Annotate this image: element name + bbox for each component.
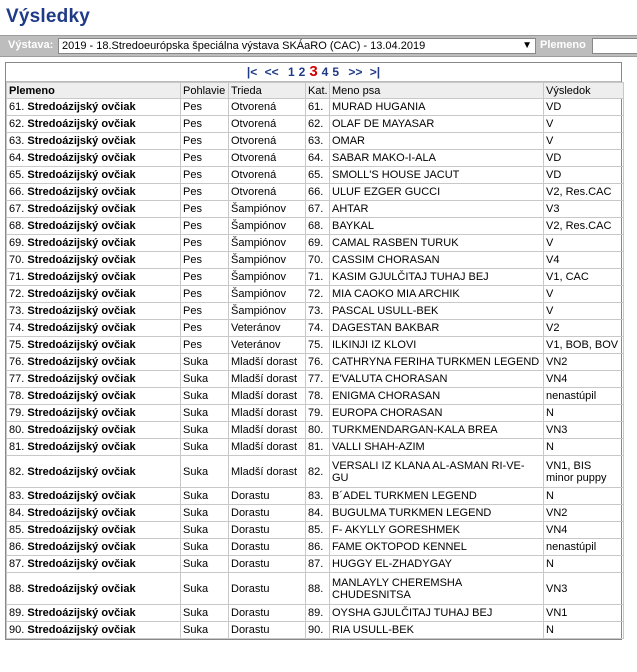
cell-dog: BAYKAL: [330, 218, 544, 235]
pager-next-link[interactable]: >>: [348, 65, 363, 79]
table-header-row: [7, 83, 624, 99]
cell-res: V: [544, 133, 624, 150]
breed-name: Stredoázijský ovčiak: [27, 203, 136, 215]
cell-dog: HUGGY EL-ZHADYGAY: [330, 556, 544, 573]
row-number: 64.: [9, 152, 25, 164]
cell-plemeno: [7, 218, 181, 235]
breed-name: Stredoázijský ovčiak: [27, 186, 136, 198]
cell-cls: Mladší dorast: [229, 354, 306, 371]
row-number: 80.: [9, 424, 25, 436]
cell-sex: Pes: [181, 201, 229, 218]
table-row: [7, 286, 624, 303]
table-row: [7, 337, 624, 354]
cell-kat: 78.: [306, 388, 330, 405]
row-number: 82.: [9, 465, 25, 478]
cell-cls: Šampiónov: [229, 252, 306, 269]
breed-name: Stredoázijský ovčiak: [27, 507, 136, 519]
cell-kat: 62.: [306, 116, 330, 133]
breed-name: Stredoázijský ovčiak: [27, 220, 136, 232]
breed-name: Stredoázijský ovčiak: [27, 237, 136, 249]
cell-dog: PASCAL USULL-BEK: [330, 303, 544, 320]
column-header-trieda: Trieda: [229, 83, 306, 99]
cell-dog: TURKMENDARGAN-KALA BREA: [330, 422, 544, 439]
cell-dog: CATHRYNA FERIHA TURKMEN LEGEND: [330, 354, 544, 371]
row-number: 90.: [9, 624, 25, 636]
pager-last-link[interactable]: >|: [369, 65, 381, 79]
cell-plemeno: [7, 116, 181, 133]
cell-plemeno: [7, 286, 181, 303]
cell-kat: 70.: [306, 252, 330, 269]
breed-name: Stredoázijský ovčiak: [27, 441, 136, 453]
cell-sex: Suka: [181, 405, 229, 422]
cell-kat: 76.: [306, 354, 330, 371]
row-number: 74.: [9, 322, 25, 334]
cell-sex: Suka: [181, 456, 229, 488]
cell-dog: B´ADEL TURKMEN LEGEND: [330, 488, 544, 505]
cell-kat: 68.: [306, 218, 330, 235]
cell-sex: Suka: [181, 439, 229, 456]
cell-dog: KASIM GJULČITAJ TUHAJ BEJ: [330, 269, 544, 286]
row-number: 71.: [9, 271, 25, 283]
cell-kat: 63.: [306, 133, 330, 150]
cell-dog: MIA CAOKO MIA ARCHIK: [330, 286, 544, 303]
row-number: 76.: [9, 356, 25, 368]
cell-kat: 86.: [306, 539, 330, 556]
cell-sex: Pes: [181, 133, 229, 150]
cell-sex: Suka: [181, 354, 229, 371]
row-number: 85.: [9, 524, 25, 536]
cell-sex: Pes: [181, 320, 229, 337]
cell-res: N: [544, 488, 624, 505]
cell-cls: Dorastu: [229, 573, 306, 605]
cell-kat: 69.: [306, 235, 330, 252]
cell-dog: SABAR MAKO-I-ALA: [330, 150, 544, 167]
breed-name: Stredoázijský ovčiak: [27, 254, 136, 266]
cell-res: V2, Res.CAC: [544, 184, 624, 201]
cell-res: V1, CAC: [544, 269, 624, 286]
breed-name: Stredoázijský ovčiak: [27, 424, 136, 436]
row-number: 83.: [9, 490, 25, 502]
table-row: [7, 488, 624, 505]
row-number: 87.: [9, 558, 25, 570]
cell-kat: 67.: [306, 201, 330, 218]
row-number: 84.: [9, 507, 25, 519]
cell-sex: Suka: [181, 539, 229, 556]
cell-plemeno: [7, 337, 181, 354]
cell-sex: Pes: [181, 99, 229, 116]
cell-cls: Otvorená: [229, 99, 306, 116]
breed-name: Stredoázijský ovčiak: [27, 135, 136, 147]
cell-plemeno: [7, 573, 181, 605]
table-row: [7, 235, 624, 252]
row-number: 67.: [9, 203, 25, 215]
breed-name: Stredoázijský ovčiak: [27, 607, 136, 619]
pager-prev-link[interactable]: <<: [264, 65, 279, 79]
breed-name: Stredoázijský ovčiak: [27, 356, 136, 368]
pager-page-link[interactable]: 1: [287, 65, 295, 79]
cell-plemeno: [7, 556, 181, 573]
cell-res: VN4: [544, 522, 624, 539]
cell-cls: Otvorená: [229, 184, 306, 201]
table-row: [7, 405, 624, 422]
table-row: [7, 556, 624, 573]
cell-cls: Mladší dorast: [229, 371, 306, 388]
cell-cls: Dorastu: [229, 622, 306, 639]
plemeno-label: Plemeno: [540, 39, 586, 51]
cell-plemeno: [7, 388, 181, 405]
cell-plemeno: [7, 150, 181, 167]
cell-dog: OYSHA GJULČITAJ TUHAJ BEJ: [330, 605, 544, 622]
row-number: 63.: [9, 135, 25, 147]
cell-res: N: [544, 405, 624, 422]
breed-name: Stredoázijský ovčiak: [27, 339, 136, 351]
cell-res: V4: [544, 252, 624, 269]
cell-sex: Pes: [181, 184, 229, 201]
cell-res: VD: [544, 167, 624, 184]
row-number: 62.: [9, 118, 25, 130]
cell-sex: Suka: [181, 573, 229, 605]
cell-cls: Šampiónov: [229, 286, 306, 303]
cell-res: nenastúpil: [544, 539, 624, 556]
cell-kat: 77.: [306, 371, 330, 388]
breed-name: Stredoázijský ovčiak: [27, 271, 136, 283]
cell-res: V: [544, 286, 624, 303]
cell-res: VN2: [544, 354, 624, 371]
breed-name: Stredoázijský ovčiak: [27, 490, 136, 502]
cell-cls: Šampiónov: [229, 218, 306, 235]
cell-cls: Šampiónov: [229, 303, 306, 320]
table-row: [7, 371, 624, 388]
cell-kat: 65.: [306, 167, 330, 184]
cell-kat: 74.: [306, 320, 330, 337]
cell-sex: Suka: [181, 488, 229, 505]
cell-dog: E'VALUTA CHORASAN: [330, 371, 544, 388]
row-number: 75.: [9, 339, 25, 351]
cell-sex: Suka: [181, 388, 229, 405]
plemeno-input[interactable]: [592, 38, 637, 54]
breed-name: Stredoázijský ovčiak: [27, 322, 136, 334]
cell-plemeno: [7, 303, 181, 320]
row-number: 79.: [9, 407, 25, 419]
cell-cls: Šampiónov: [229, 269, 306, 286]
table-row: [7, 505, 624, 522]
table-row: [7, 116, 624, 133]
cell-res: VN2: [544, 505, 624, 522]
pager-page-link[interactable]: 5: [332, 65, 340, 79]
cell-res: V2, Res.CAC: [544, 218, 624, 235]
cell-dog: SMOLL'S HOUSE JACUT: [330, 167, 544, 184]
row-number: 68.: [9, 220, 25, 232]
cell-cls: Otvorená: [229, 150, 306, 167]
cell-sex: Suka: [181, 371, 229, 388]
breed-name: Stredoázijský ovčiak: [27, 558, 136, 570]
cell-cls: Dorastu: [229, 556, 306, 573]
cell-kat: 61.: [306, 99, 330, 116]
cell-dog: OMAR: [330, 133, 544, 150]
cell-sex: Suka: [181, 556, 229, 573]
breed-name: Stredoázijský ovčiak: [27, 152, 136, 164]
cell-sex: Pes: [181, 116, 229, 133]
cell-cls: Veteránov: [229, 337, 306, 354]
cell-dog: VALLI SHAH-AZIM: [330, 439, 544, 456]
cell-sex: Suka: [181, 622, 229, 639]
table-row: [7, 218, 624, 235]
cell-res: nenastúpil: [544, 388, 624, 405]
cell-dog: CAMAL RASBEN TURUK: [330, 235, 544, 252]
cell-res: VN4: [544, 371, 624, 388]
table-row: [7, 201, 624, 218]
cell-sex: Pes: [181, 150, 229, 167]
cell-dog: MURAD HUGANIA: [330, 99, 544, 116]
breed-name: Stredoázijský ovčiak: [27, 624, 136, 636]
cell-dog: OLAF DE MAYASAR: [330, 116, 544, 133]
cell-kat: 85.: [306, 522, 330, 539]
breed-name: Stredoázijský ovčiak: [27, 524, 136, 536]
vystava-label: Výstava:: [8, 39, 54, 51]
table-row: [7, 320, 624, 337]
row-number: 66.: [9, 186, 25, 198]
cell-dog: DAGESTAN BAKBAR: [330, 320, 544, 337]
cell-plemeno: [7, 405, 181, 422]
cell-cls: Šampiónov: [229, 201, 306, 218]
cell-dog: VERSALI IZ KLANA AL-ASMAN RI-VE-GU: [330, 456, 544, 488]
row-number: 72.: [9, 288, 25, 300]
page-title: Výsledky: [6, 6, 90, 27]
row-number: 70.: [9, 254, 25, 266]
cell-plemeno: [7, 622, 181, 639]
cell-plemeno: [7, 133, 181, 150]
cell-res: VN1: [544, 605, 624, 622]
cell-kat: 81.: [306, 439, 330, 456]
row-number: 78.: [9, 390, 25, 402]
pager-first-link[interactable]: |<: [246, 65, 258, 79]
table-row: [7, 150, 624, 167]
row-number: 73.: [9, 305, 25, 317]
cell-cls: Dorastu: [229, 539, 306, 556]
cell-cls: Dorastu: [229, 505, 306, 522]
cell-sex: Pes: [181, 218, 229, 235]
table-row: [7, 422, 624, 439]
table-row: [7, 167, 624, 184]
cell-plemeno: [7, 422, 181, 439]
cell-res: V1, BOB, BOV: [544, 337, 624, 354]
results-panel: [5, 62, 622, 640]
row-number: 81.: [9, 441, 25, 453]
breed-name: Stredoázijský ovčiak: [27, 118, 136, 130]
cell-kat: 89.: [306, 605, 330, 622]
cell-sex: Suka: [181, 505, 229, 522]
table-row: [7, 605, 624, 622]
breed-name: Stredoázijský ovčiak: [27, 582, 136, 595]
cell-plemeno: [7, 184, 181, 201]
cell-plemeno: [7, 252, 181, 269]
table-row: [7, 456, 624, 488]
cell-res: V: [544, 235, 624, 252]
cell-res: V: [544, 303, 624, 320]
cell-kat: 75.: [306, 337, 330, 354]
cell-plemeno: [7, 99, 181, 116]
vystava-selected-value: 2019 - 18.Stredoeurópska špeciálna výstava SKÁaRO (CAC) - 13.04.2019: [62, 40, 426, 52]
cell-cls: Otvorená: [229, 116, 306, 133]
breed-name: Stredoázijský ovčiak: [27, 465, 136, 478]
row-number: 65.: [9, 169, 25, 181]
table-row: [7, 573, 624, 605]
cell-kat: 71.: [306, 269, 330, 286]
cell-res: N: [544, 439, 624, 456]
cell-cls: Mladší dorast: [229, 405, 306, 422]
breed-name: Stredoázijský ovčiak: [27, 390, 136, 402]
cell-kat: 72.: [306, 286, 330, 303]
breed-name: Stredoázijský ovčiak: [27, 541, 136, 553]
cell-cls: Dorastu: [229, 522, 306, 539]
cell-sex: Pes: [181, 269, 229, 286]
table-row: [7, 354, 624, 371]
cell-dog: EUROPA CHORASAN: [330, 405, 544, 422]
cell-kat: 79.: [306, 405, 330, 422]
row-number: 69.: [9, 237, 25, 249]
cell-sex: Pes: [181, 252, 229, 269]
cell-res: VN3: [544, 422, 624, 439]
cell-kat: 73.: [306, 303, 330, 320]
cell-cls: Mladší dorast: [229, 456, 306, 488]
pager-pages: [286, 65, 341, 79]
cell-kat: 64.: [306, 150, 330, 167]
cell-plemeno: [7, 354, 181, 371]
cell-dog: RIA USULL-BEK: [330, 622, 544, 639]
cell-kat: 83.: [306, 488, 330, 505]
cell-plemeno: [7, 201, 181, 218]
cell-dog: ENIGMA CHORASAN: [330, 388, 544, 405]
cell-sex: Pes: [181, 286, 229, 303]
cell-kat: 90.: [306, 622, 330, 639]
breed-name: Stredoázijský ovčiak: [27, 288, 136, 300]
breed-name: Stredoázijský ovčiak: [27, 373, 136, 385]
table-row: [7, 269, 624, 286]
table-row: [7, 622, 624, 639]
cell-kat: 84.: [306, 505, 330, 522]
cell-sex: Pes: [181, 337, 229, 354]
cell-dog: F- AKYLLY GORESHMEK: [330, 522, 544, 539]
cell-cls: Veteránov: [229, 320, 306, 337]
table-row: [7, 388, 624, 405]
cell-plemeno: [7, 522, 181, 539]
breed-name: Stredoázijský ovčiak: [27, 305, 136, 317]
row-number: 86.: [9, 541, 25, 553]
cell-kat: 80.: [306, 422, 330, 439]
cell-plemeno: [7, 539, 181, 556]
pager-page-link[interactable]: 3: [309, 63, 318, 80]
cell-res: VN1, BIS minor puppy: [544, 456, 624, 488]
cell-cls: Mladší dorast: [229, 422, 306, 439]
table-row: [7, 184, 624, 201]
cell-res: N: [544, 622, 624, 639]
cell-sex: Pes: [181, 235, 229, 252]
cell-plemeno: [7, 439, 181, 456]
vystava-select[interactable]: [58, 38, 536, 54]
cell-res: VD: [544, 150, 624, 167]
cell-plemeno: [7, 167, 181, 184]
table-row: [7, 539, 624, 556]
cell-plemeno: [7, 456, 181, 488]
cell-cls: Mladší dorast: [229, 439, 306, 456]
cell-cls: Otvorená: [229, 133, 306, 150]
cell-sex: Suka: [181, 422, 229, 439]
cell-sex: Pes: [181, 167, 229, 184]
pager-page-link[interactable]: 2: [298, 65, 306, 79]
table-row: [7, 303, 624, 320]
cell-dog: AHTAR: [330, 201, 544, 218]
filter-bar: [0, 35, 637, 57]
pager-page-link[interactable]: 4: [321, 65, 329, 79]
cell-res: V2: [544, 320, 624, 337]
row-number: 88.: [9, 582, 25, 595]
table-row: [7, 99, 624, 116]
cell-plemeno: [7, 505, 181, 522]
column-header-meno-psa: Meno psa: [330, 83, 544, 99]
breed-name: Stredoázijský ovčiak: [27, 101, 136, 113]
cell-plemeno: [7, 320, 181, 337]
column-header-pohlavie: Pohlavie: [181, 83, 229, 99]
cell-cls: Dorastu: [229, 488, 306, 505]
table-row: [7, 133, 624, 150]
cell-plemeno: [7, 371, 181, 388]
cell-kat: 82.: [306, 456, 330, 488]
cell-kat: 88.: [306, 573, 330, 605]
cell-dog: BUGULMA TURKMEN LEGEND: [330, 505, 544, 522]
cell-res: N: [544, 556, 624, 573]
cell-plemeno: [7, 605, 181, 622]
pagination: [6, 63, 621, 82]
row-number: 89.: [9, 607, 25, 619]
dropdown-arrow-icon: ▼: [522, 40, 532, 51]
cell-sex: Suka: [181, 605, 229, 622]
cell-sex: Pes: [181, 303, 229, 320]
cell-cls: Šampiónov: [229, 235, 306, 252]
cell-res: V3: [544, 201, 624, 218]
cell-dog: ILKINJI IZ KLOVI: [330, 337, 544, 354]
cell-plemeno: [7, 235, 181, 252]
cell-dog: FAME OKTOPOD KENNEL: [330, 539, 544, 556]
results-table: [6, 82, 624, 639]
cell-kat: 66.: [306, 184, 330, 201]
cell-sex: Suka: [181, 522, 229, 539]
cell-cls: Mladší dorast: [229, 388, 306, 405]
cell-plemeno: [7, 269, 181, 286]
cell-res: VD: [544, 99, 624, 116]
table-row: [7, 252, 624, 269]
table-row: [7, 522, 624, 539]
cell-res: V: [544, 116, 624, 133]
cell-kat: 87.: [306, 556, 330, 573]
cell-res: VN3: [544, 573, 624, 605]
column-header-plemeno: Plemeno: [7, 83, 181, 99]
breed-name: Stredoázijský ovčiak: [27, 407, 136, 419]
column-header-kat: Kat.: [306, 83, 330, 99]
cell-dog: ULUF EZGER GUCCI: [330, 184, 544, 201]
table-row: [7, 439, 624, 456]
row-number: 61.: [9, 101, 25, 113]
cell-cls: Dorastu: [229, 605, 306, 622]
cell-dog: CASSIM CHORASAN: [330, 252, 544, 269]
cell-plemeno: [7, 488, 181, 505]
cell-cls: Otvorená: [229, 167, 306, 184]
breed-name: Stredoázijský ovčiak: [27, 169, 136, 181]
column-header-vysledok: Výsledok: [544, 83, 624, 99]
row-number: 77.: [9, 373, 25, 385]
cell-dog: MANLAYLY CHEREMSHA CHUDESNITSA: [330, 573, 544, 605]
